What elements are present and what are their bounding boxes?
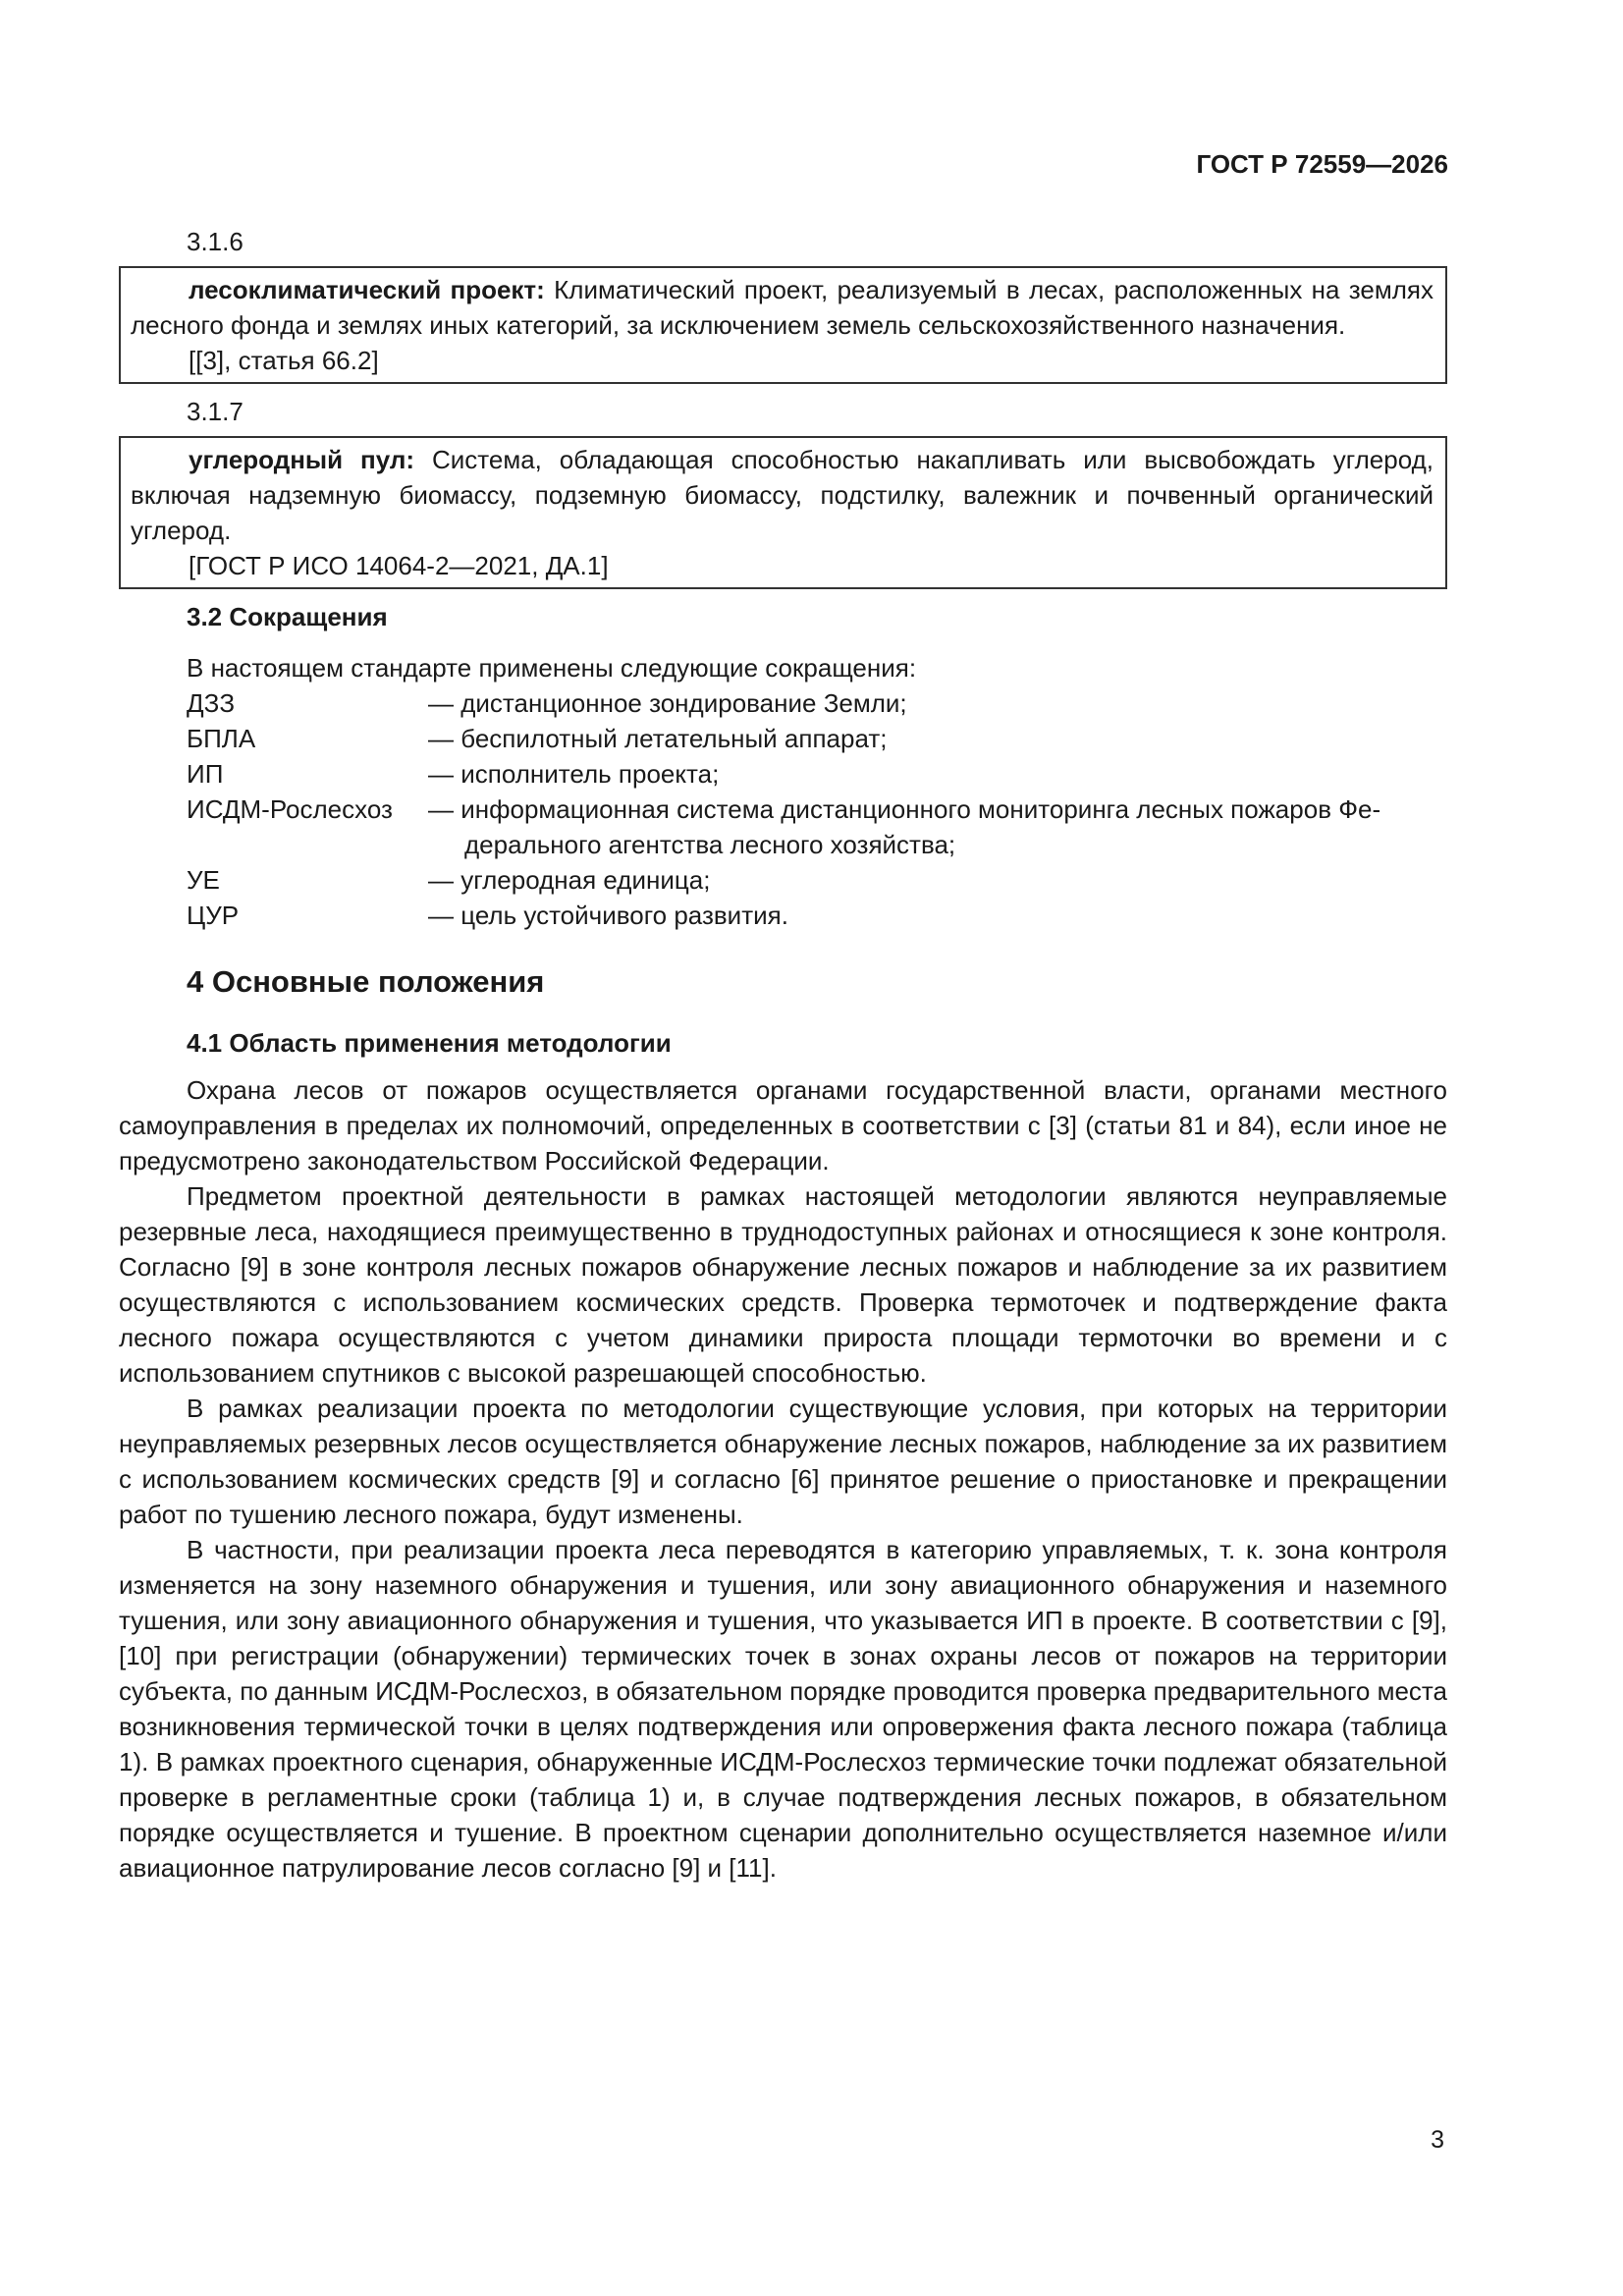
section-heading: 4 Основные положения [187, 964, 545, 999]
abbreviation-row [119, 898, 1447, 933]
term-source: [[3], статья 66.2] [189, 346, 379, 375]
subsection-heading: 4.1 Область применения методологии [187, 1028, 672, 1058]
abbreviation-definition-continuation: дерального агентства лесного хозяйства; [464, 830, 956, 859]
term-number: 3.1.7 [187, 397, 243, 426]
abbreviation-row [119, 862, 1447, 898]
abbreviation-term: ИСДМ-Рослесхоз [187, 794, 393, 824]
abbreviation-definition: — углеродная единица; [428, 865, 711, 895]
term-name: лесоклиматический проект: [189, 275, 545, 304]
abbreviation-term: ДЗЗ [187, 688, 236, 718]
body-paragraph: Охрана лесов от пожаров осуществляется органами государственной власти, органами местного самоуправления в пределах их полномочий, определенных в соответствии с [3] (статьи 81 и 84), если иное не предусмотрено законодательством Российской Федерации. [119, 1075, 1447, 1175]
abbreviation-term: УЕ [187, 865, 220, 895]
body-paragraph: В частности, при реализации проекта леса переводятся в категорию управляемых, т. к. зона контроля изменяется на зону наземного обнаружения и тушения, или зону авиационного обнаружения и наземного тушения, или зону авиационного обнаружения и тушения, что указывается ИП в проекте. В соответствии с [9], [10] при регистрации (обнаружении) термических точек в зонах охраны лесов от пожаров на территории субъекта, по данным ИСДМ-Рослесхоз, в обязательном порядке проводится проверка предварительного места возникновения термической точки в целях подтверждения или опровержения факта лесного пожара (таблица 1). В рамках проектного сценария, обнаруженные ИСДМ-Рослесхоз термические точки подлежат обязательной проверке в регламентные сроки (таблица 1) и, в случае подтверждения лесных пожаров, в обязательном порядке осуществляется и тушение. В проектном сценарии дополнительно осуществляется наземное и/или авиационное патрулирование лесов согласно [9] и [11]. [119, 1535, 1447, 1883]
abbreviation-term: ИП [187, 759, 224, 789]
abbreviations-heading: 3.2 Сокращения [187, 602, 388, 631]
abbreviation-row [119, 756, 1447, 792]
term-source: [ГОСТ Р ИСО 14064-2—2021, ДА.1] [189, 551, 609, 580]
abbreviation-definition: — информационная система дистанционного мониторинга лесных пожаров Фе- [428, 794, 1381, 824]
abbreviation-term: БПЛА [187, 724, 256, 753]
term-definition-paragraph [131, 272, 1434, 343]
abbreviation-row [119, 792, 1447, 862]
term-number: 3.1.6 [187, 227, 243, 256]
abbreviations-intro: В настоящем стандарте применены следующие сокращения: [187, 653, 917, 683]
term-definition: Система, обладающая способностью накапливать или высвобождать углерод, включая надземную биомассу, подземную биомассу, подстилку, валежник и почвенный органический углерод. [131, 445, 1434, 545]
abbreviation-row [119, 721, 1447, 756]
term-box [119, 266, 1447, 384]
term-name: углеродный пул: [189, 445, 415, 474]
term-definition: Климатический проект, реализуемый в лесах, расположенных на землях лесного фонда и землях иных категорий, за исключением земель сельскохозяйственного назначения. [131, 275, 1434, 340]
abbreviation-definition-multiline [428, 792, 1447, 862]
abbreviation-definition: — дистанционное зондирование Земли; [428, 688, 907, 718]
term-definition-paragraph [131, 442, 1434, 548]
term-box [119, 436, 1447, 589]
document-id-header: ГОСТ Р 72559—2026 [1196, 149, 1448, 179]
abbreviation-row [119, 685, 1447, 721]
body-paragraph: Предметом проектной деятельности в рамках настоящей методологии являются неуправляемые резервные леса, находящиеся преимущественно в труднодоступных районах и относящиеся к зоне контроля. Согласно [9] в зоне контроля лесных пожаров обнаружение лесных пожаров и наблюдение за их развитием осуществляются с использованием космических средств. Проверка термоточек и подтверждение факта лесного пожара осуществляются с учетом динамики прироста площади термоточки во времени и с использованием спутников с высокой разрешающей способностью. [119, 1181, 1447, 1388]
body-paragraph: В рамках реализации проекта по методологии существующие условия, при которых на территории неуправляемых резервных лесов осуществляется обнаружение лесных пожаров, наблюдение за их развитием с использованием космических средств [9] и согласно [6] принятое решение о приостановке и прекращении работ по тушению лесного пожара, будут изменены. [119, 1394, 1447, 1529]
abbreviation-definition: — исполнитель проекта; [428, 759, 720, 789]
page-number: 3 [1431, 2126, 1444, 2154]
abbreviation-definition: — беспилотный летательный аппарат; [428, 724, 888, 753]
abbreviation-definition: — цель устойчивого развития. [428, 901, 788, 930]
abbreviation-term: ЦУР [187, 901, 240, 930]
page-content [119, 224, 1447, 1886]
